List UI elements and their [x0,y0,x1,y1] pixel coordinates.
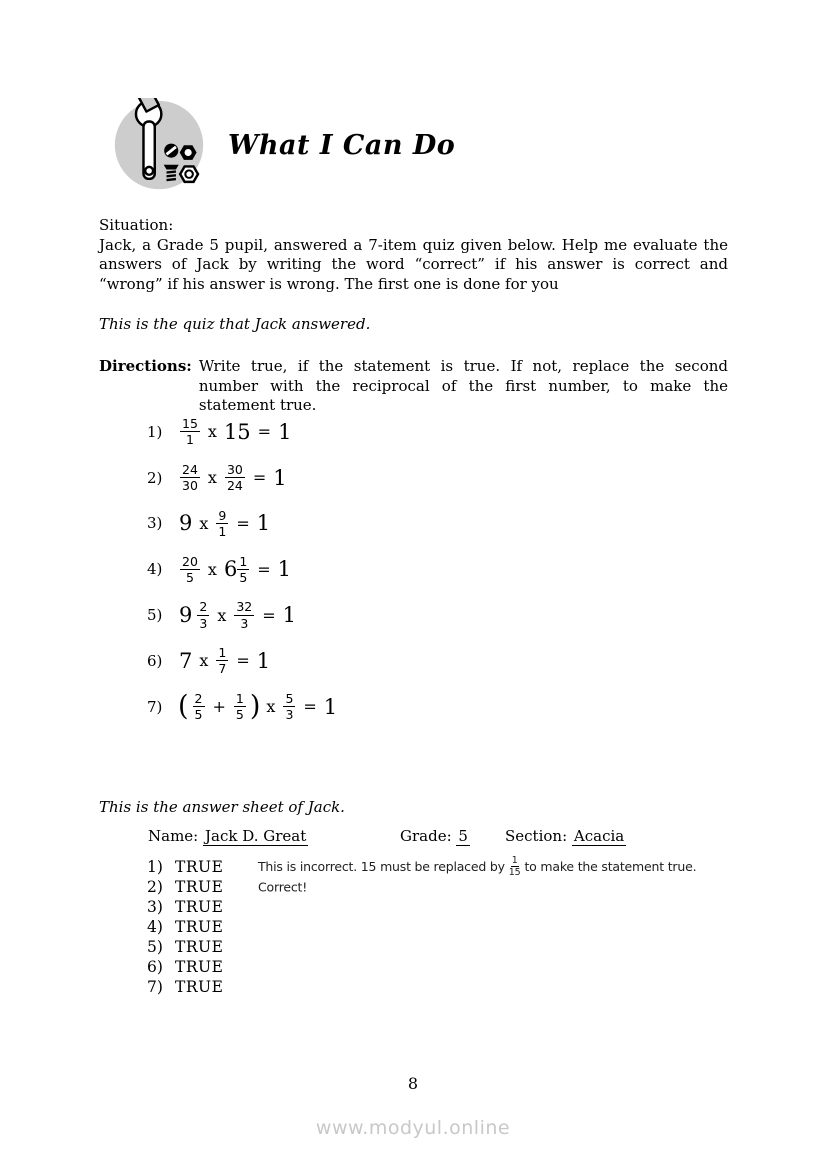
math-big: 1 [278,419,292,444]
answer-row [147,877,727,897]
answer-number: 3) [147,898,163,916]
fraction-numerator: 1 [235,691,244,707]
situation-block [99,216,728,294]
quiz-item-equation [177,600,298,629]
math-op: x [199,651,209,671]
fraction [193,692,205,721]
quiz-intro-text: This is the quiz that Jack answered. [99,315,371,333]
math-big: 6 [223,557,238,582]
fraction-denominator: 7 [218,661,227,677]
quiz-item-equation [177,646,272,675]
math-big: 9 [179,603,193,628]
answer-row [147,897,727,917]
math-big: 1 [273,465,287,490]
math-op: x [266,697,276,717]
fraction-numerator: 1 [511,855,518,867]
answer-number: 7) [147,978,163,996]
quiz-item-number: 7) [147,697,163,716]
comment-text: to make the statement true. [524,859,697,875]
fraction-denominator: 5 [194,707,203,723]
grade-value: 5 [458,827,468,845]
directions-text: Write true, if the statement is true. If not, replace the second number with the reciprocal of the first number, to make the statement true. [198,357,728,415]
answer-number: 1) [147,858,163,876]
section-label: Section: [505,827,568,845]
quiz-item [147,592,339,638]
math-paren: ( [178,690,189,723]
name-label: Name: [148,827,199,845]
math-big: 7 [179,648,193,673]
answer-value: TRUE [175,858,224,876]
answer-sheet-name-row [99,827,728,849]
tools-icon [112,98,206,192]
math-op: = [236,651,250,671]
fraction [234,692,246,721]
answer-value: TRUE [175,958,224,976]
fraction-denominator: 1 [185,432,194,448]
answer-row [147,937,727,957]
fraction-numerator: 30 [226,462,243,478]
fraction-denominator: 24 [226,478,243,494]
quiz-item [147,638,339,684]
answer-value: TRUE [175,938,224,956]
math-op: = [252,468,267,488]
directions-block [99,357,728,416]
fraction [216,646,228,675]
teacher-comment [258,856,696,878]
math-op: x [199,513,209,533]
quiz-item-equation [177,417,293,446]
fraction [180,555,200,584]
quiz-item-equation [177,463,289,492]
math-big: 1 [277,557,292,582]
fraction-numerator: 1 [218,645,227,661]
fraction [180,417,200,446]
answer-value: TRUE [175,898,224,916]
quiz-list [147,409,339,730]
page-number: 8 [407,1074,419,1093]
quiz-item [147,546,339,592]
math-big: 9 [179,511,193,536]
quiz-item-number: 4) [147,560,163,579]
math-op: x [217,605,227,625]
name-value: Jack D. Great [205,827,307,845]
grade-label: Grade: [400,827,452,845]
answer-row [147,857,727,877]
math-big: 1 [256,648,271,673]
fraction-denominator: 3 [285,707,294,723]
fraction-denominator: 1 [218,523,227,539]
answer-value: TRUE [175,878,224,896]
fraction [216,509,228,538]
math-op: = [236,513,250,533]
math-op: = [262,605,276,625]
answer-row [147,977,727,997]
quiz-item [147,684,339,730]
directions-label: Directions: [99,357,192,375]
fraction-denominator: 5 [185,569,194,585]
quiz-item-number: 1) [147,422,163,441]
comment-text: This is incorrect. 15 must be replaced by [258,859,505,875]
situation-label: Situation: [99,216,174,234]
fraction-denominator: 3 [240,615,249,631]
math-op: x [207,559,217,579]
answer-number: 6) [147,958,163,976]
math-op: = [257,422,272,442]
grade-field [400,827,470,845]
fraction-denominator: 3 [199,615,208,631]
fraction [237,555,249,584]
math-op: = [303,697,317,717]
fraction-numerator: 2 [194,691,203,707]
teacher-comment [258,880,307,895]
fraction-numerator: 24 [182,462,198,478]
fraction-denominator: 15 [508,867,521,878]
fraction-denominator: 5 [239,569,248,585]
answer-sheet-intro: This is the answer sheet of Jack. [99,798,345,816]
fraction [197,600,209,629]
fraction-numerator: 32 [236,599,253,615]
quiz-item-number: 2) [147,468,163,487]
fraction [509,856,521,878]
fraction-numerator: 15 [182,416,198,432]
math-op: x [207,468,217,488]
fraction-denominator: 30 [182,478,198,494]
math-big: 1 [256,511,271,536]
math-op: = [257,559,271,579]
answer-number: 5) [147,938,163,956]
quiz-item-number: 5) [147,606,163,625]
quiz-item-equation [177,509,272,538]
quiz-item [147,455,339,501]
fraction-numerator: 1 [239,553,248,569]
answer-row [147,917,727,937]
fraction [180,463,200,492]
fraction-numerator: 5 [285,691,294,707]
name-field [148,827,308,845]
quiz-item-number: 6) [147,651,163,670]
math-big: 15 [223,419,251,444]
quiz-item-equation [177,691,339,722]
answer-number: 4) [147,918,163,936]
answer-row [147,957,727,977]
fraction [234,600,254,629]
situation-text: Jack, a Grade 5 pupil, answered a 7-item quiz given below. Help me evaluate the answers of Jack by writing the word “correct” if his answer is correct and “wrong” if his answer is wrong. The first one is done for you [99,235,728,293]
comment-text: Correct! [258,879,308,895]
math-op: + [212,697,226,717]
quiz-item-equation [177,555,293,584]
section-header [112,98,455,192]
quiz-item [147,501,339,547]
fraction-numerator: 9 [218,507,227,523]
answer-value: TRUE [175,918,224,936]
math-paren: ) [249,690,261,723]
quiz-item [147,409,339,455]
page-title: What I Can Do [228,129,456,161]
math-big: 1 [323,694,338,719]
fraction-denominator: 5 [235,707,244,723]
answers-list [147,857,727,997]
section-field [505,827,626,845]
quiz-item-number: 3) [147,514,163,533]
fraction-numerator: 20 [182,553,198,569]
answer-value: TRUE [175,978,224,996]
math-op: x [207,422,217,442]
math-big: 1 [282,603,297,628]
fraction [225,463,245,492]
section-value: Acacia [573,827,625,845]
fraction [283,692,295,721]
watermark-text: www.modyul.online [315,1117,511,1139]
answer-number: 2) [147,878,163,896]
fraction-numerator: 2 [199,599,208,615]
